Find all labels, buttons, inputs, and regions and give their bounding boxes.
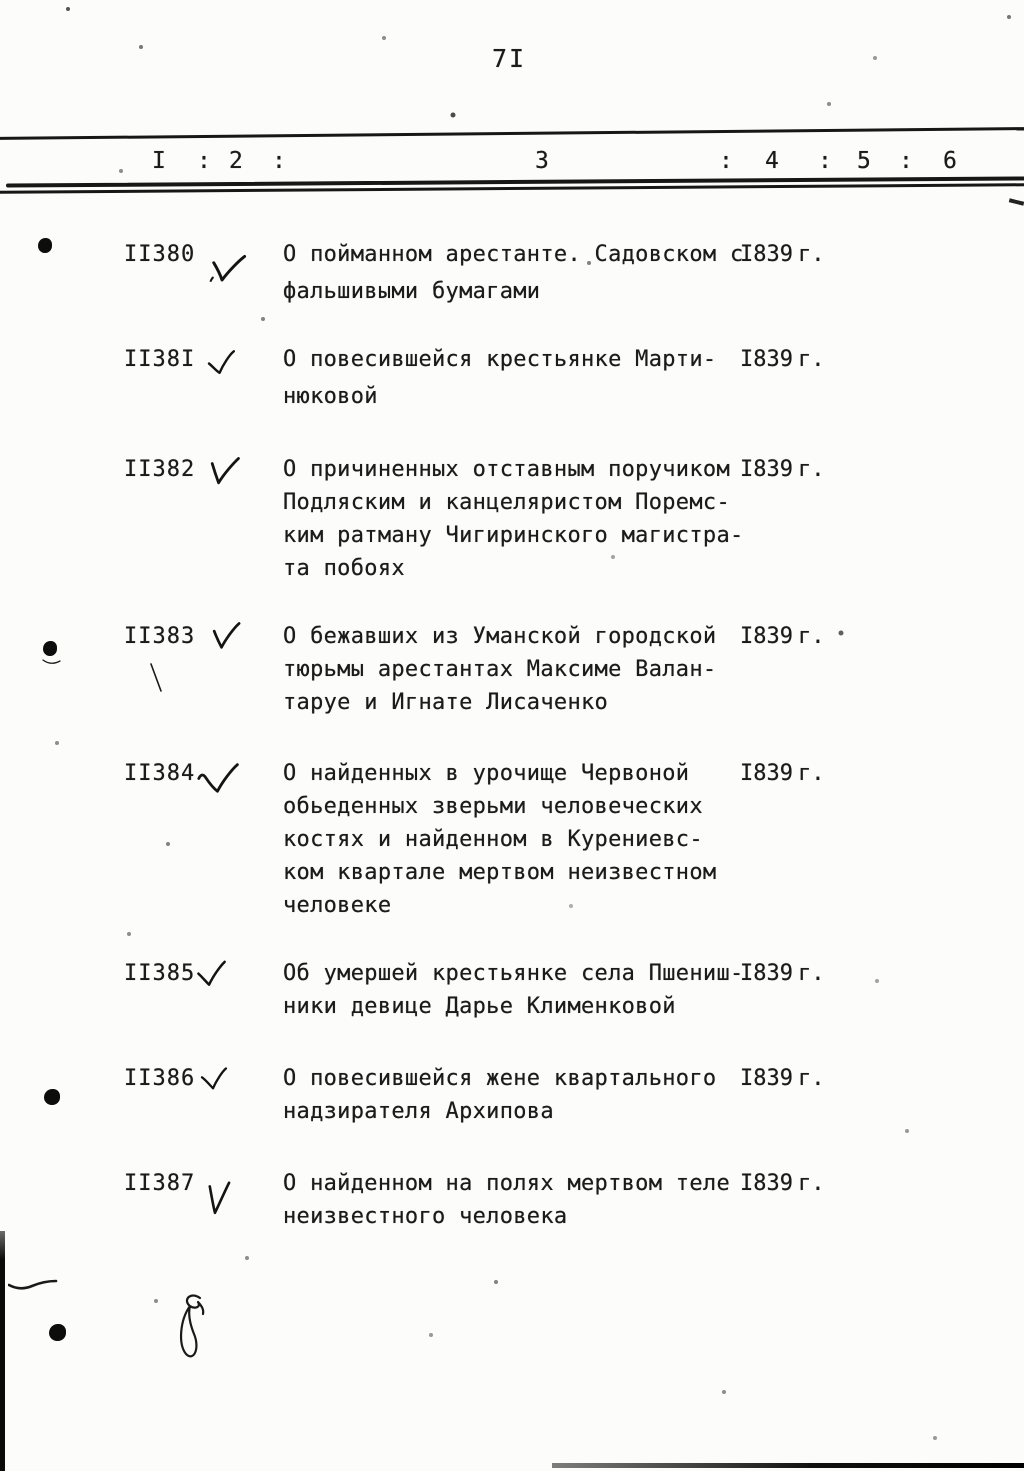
- entry-description-line: та побоях: [283, 556, 405, 581]
- entry-description: [283, 238, 763, 308]
- scan-edge-mark-right: [1009, 198, 1024, 206]
- entry-description-line: надзирателя Архипова: [283, 1099, 554, 1124]
- entry-number: II386: [124, 1066, 196, 1091]
- entry-year: I839 г.: [740, 961, 825, 986]
- entry-description-line: ким ратману Чигиринского магистра-: [283, 523, 744, 548]
- entry-description-line: ком квартале мертвом неизвестном: [283, 860, 717, 885]
- column-separator: :: [818, 148, 832, 174]
- check-mark-icon: [209, 621, 244, 651]
- entry-description-line: Об умершей крестьянке села Пшениш-: [283, 961, 744, 986]
- margin-dot: [44, 1089, 60, 1105]
- entry-description-line: О повесившейся крестьянке Марти-: [283, 347, 717, 372]
- entry-description: [283, 453, 763, 585]
- pen-smudge: [42, 658, 62, 667]
- entry-description: [283, 957, 763, 1023]
- check-mark-icon: [201, 348, 243, 378]
- entry-description: [283, 343, 763, 413]
- entry-description-line: Подляским и канцеляристом Поремс-: [283, 490, 730, 515]
- entry-description-line: О бежавших из Уманской городской: [283, 624, 717, 649]
- entry-year: I839 г.: [740, 1171, 825, 1196]
- check-mark-icon: [205, 1178, 232, 1218]
- entry-description: [283, 1062, 763, 1128]
- column-separator: :: [197, 148, 211, 174]
- entry-year: I839 г.: [740, 624, 825, 649]
- entry-year: I839 г.: [740, 457, 825, 482]
- column-header-1: I: [152, 148, 166, 174]
- page-number: 7I: [492, 44, 527, 73]
- entry-description-line: О найденном на полях мертвом теле: [283, 1171, 730, 1196]
- column-header-2: 2: [229, 148, 243, 174]
- margin-dot: [43, 641, 57, 656]
- entry-description: [283, 1167, 763, 1233]
- curved-dash-mark: [8, 1276, 58, 1292]
- handwritten-eight-mark: [176, 1292, 208, 1364]
- check-mark-icon: [195, 1064, 234, 1094]
- entry-description-line: человеке: [283, 893, 392, 918]
- entry-description-line: неизвестного человека: [283, 1204, 568, 1229]
- entry-description-line: тюрьмы арестантах Максиме Валан-: [283, 657, 717, 682]
- column-separator: :: [899, 148, 913, 174]
- scan-noise: [0, 0, 2, 2]
- entry-description-line: костях и найденном в Курениевс-: [283, 827, 703, 852]
- entry-number: II387: [124, 1171, 196, 1196]
- stray-pen-stroke: [148, 662, 164, 694]
- entry-description-line: обьеденных зверьми человеческих: [283, 794, 703, 819]
- entry-description-line: таруе и Игнате Лисаченко: [283, 690, 609, 715]
- entry-description-line: О найденных в урочище Червоной: [283, 761, 690, 786]
- entry-number: II384: [124, 761, 196, 786]
- entry-year: I839 г.: [740, 347, 825, 372]
- entry-description: [283, 757, 763, 922]
- entry-description-line: ники девице Дарье Клименковой: [283, 994, 676, 1019]
- entry-description-line: фальшивыми бумагами: [283, 279, 541, 304]
- scan-edge-strip-bottom: [552, 1463, 1024, 1468]
- entry-description-line: О повесившейся жене квартального: [283, 1066, 717, 1091]
- entry-number: II385: [124, 961, 196, 986]
- column-header-3: 3: [535, 148, 549, 174]
- entry-number: II383: [124, 624, 196, 649]
- check-mark-icon: [206, 455, 241, 486]
- check-mark-icon: [191, 960, 233, 990]
- entry-year: I839 г.: [740, 1066, 825, 1091]
- entry-number: II38I: [124, 347, 196, 372]
- column-separator: :: [719, 148, 733, 174]
- entry-description-line: нюковой: [283, 384, 378, 409]
- entry-description: [283, 620, 763, 719]
- margin-dot: [38, 238, 52, 253]
- column-header-4: 4: [765, 148, 779, 174]
- check-mark-icon: [195, 761, 242, 796]
- column-header-6: 6: [943, 148, 957, 174]
- margin-dot: [49, 1324, 66, 1341]
- column-header-5: 5: [857, 148, 871, 174]
- column-separator: :: [272, 148, 286, 174]
- entry-description-line: О пойманном арестанте. Садовском с: [283, 242, 744, 267]
- entry-number: II382: [124, 457, 196, 482]
- entry-year: I839 г.: [740, 242, 825, 267]
- table-header-top-rule: [0, 127, 1024, 140]
- entry-year: I839 г.: [740, 761, 825, 786]
- check-mark-icon: [208, 250, 248, 287]
- entry-description-line: О причиненных отставным поручиком: [283, 457, 730, 482]
- entry-number: II380: [124, 242, 196, 267]
- scan-edge-strip-left: [0, 1231, 5, 1471]
